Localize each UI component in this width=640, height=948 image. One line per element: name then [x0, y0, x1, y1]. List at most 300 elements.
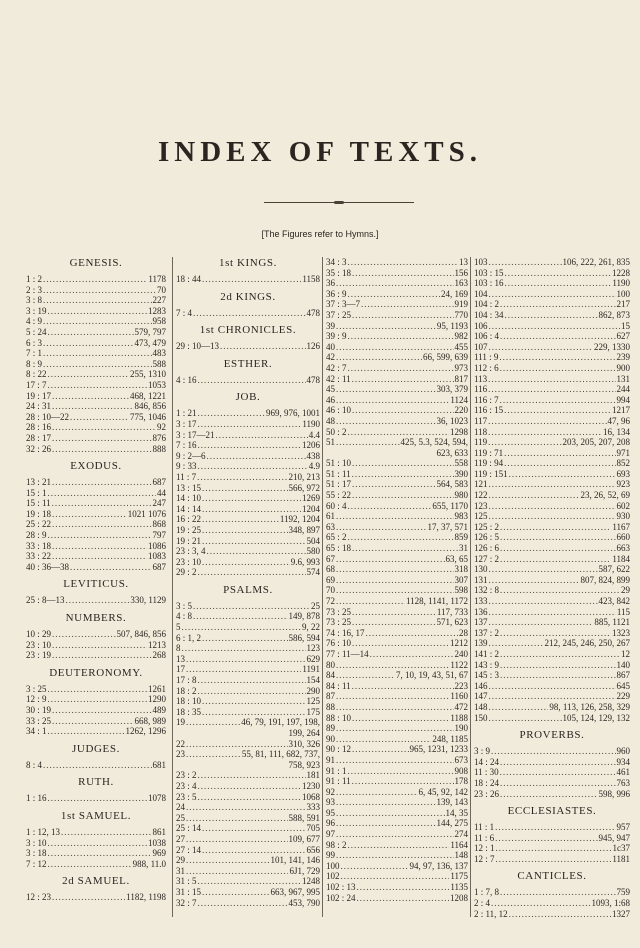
index-entry [26, 793, 166, 804]
hymn-numbers: 31 [459, 543, 468, 554]
text-reference: 3 : 18 [26, 848, 47, 859]
text-reference: 55 : 22 [326, 490, 352, 501]
dot-leader [198, 686, 306, 697]
hymn-numbers: 44 [157, 487, 166, 498]
hymn-numbers: 217 [616, 299, 630, 310]
index-entry [26, 684, 166, 695]
text-reference: 1 : 2 [26, 274, 43, 284]
index-entry [474, 522, 630, 533]
hymn-numbers: 645 [616, 680, 630, 691]
hymn-numbers: 919 [454, 299, 468, 310]
index-entry [326, 352, 468, 363]
index-entry [326, 744, 468, 755]
dot-leader [336, 384, 436, 395]
hymn-numbers: 930 [616, 511, 630, 522]
dot-leader [198, 419, 302, 430]
hymn-numbers: 988, 11.0 [132, 858, 166, 869]
dot-leader [505, 310, 598, 321]
index-entry [176, 643, 320, 654]
text-reference: 133 [474, 596, 488, 606]
text-reference: 33 : 22 [26, 551, 52, 562]
hymn-numbers: 1327 [612, 908, 630, 919]
hymn-numbers: 507, 846, 856 [116, 629, 166, 640]
hymn-numbers: 1262, 1296 [125, 726, 166, 737]
hymn-numbers: 348, 897 [288, 524, 320, 535]
index-entry [176, 633, 320, 644]
hymn-numbers: 923 [616, 479, 630, 490]
dot-leader [52, 541, 147, 552]
dot-leader [198, 440, 301, 451]
text-reference: 18 : 2 [176, 685, 197, 696]
index-entry [176, 770, 320, 781]
index-entry [474, 691, 630, 702]
dot-leader [52, 716, 133, 727]
text-reference: 34 : 3 [326, 257, 347, 267]
dot-leader [202, 514, 279, 525]
dot-leader [352, 713, 449, 724]
hymn-numbers: 1128, 1141, 1172 [406, 596, 468, 606]
index-entry [26, 498, 166, 509]
dot-leader [489, 713, 562, 724]
text-reference: 3 : 17—21 [176, 429, 215, 440]
hymn-numbers: 105, 124, 129, 132 [562, 712, 630, 723]
index-entry [26, 859, 166, 870]
text-reference: 33 : 18 [26, 540, 52, 551]
dot-leader [488, 427, 602, 438]
index-entry [26, 562, 166, 573]
text-reference: 3 : 17 [176, 418, 197, 429]
hymn-numbers: 660 [616, 532, 630, 543]
dot-leader [202, 823, 305, 834]
text-reference: 18 : 10 [176, 696, 202, 707]
index-entry [474, 289, 630, 300]
hymn-numbers: 461 [616, 767, 630, 778]
text-reference: 3 : 10 [26, 837, 47, 848]
text-reference: 1 : 16 [26, 793, 47, 804]
text-reference: 11 : 6 [474, 832, 495, 843]
text-reference: 2 : 3 [26, 284, 43, 295]
text-reference: 5 : 24 [26, 326, 47, 337]
text-reference: 95 [326, 807, 335, 818]
hymn-numbers: 982 [454, 331, 468, 342]
dot-leader [202, 483, 287, 494]
dot-leader [186, 813, 288, 824]
dot-leader [52, 629, 115, 640]
text-reference: 123 [474, 500, 488, 511]
book-heading: NUMBERS. [65, 612, 127, 625]
index-entry [474, 607, 630, 618]
hymn-numbers: 140 [616, 659, 630, 670]
hymn-numbers: 13 [459, 257, 468, 267]
text-reference: 91 : 1 [326, 765, 347, 776]
dot-leader [216, 430, 308, 441]
dot-leader [504, 448, 615, 459]
text-reference: 8 [176, 643, 181, 654]
text-reference: 7 : 12 [26, 858, 47, 869]
index-entry [474, 822, 630, 833]
text-reference: 70 [326, 585, 335, 596]
dot-leader [500, 628, 611, 639]
index-entry [474, 342, 630, 353]
dot-leader [352, 744, 408, 755]
text-reference: 4 : 8 [176, 611, 193, 622]
dot-leader [500, 299, 615, 310]
index-entry [474, 374, 630, 385]
book-heading: 1st SAMUEL. [60, 809, 132, 822]
text-reference: 10 : 29 [26, 629, 52, 640]
index-entry [26, 391, 166, 402]
text-reference: 104 : 34 [474, 309, 504, 320]
text-reference: 77 : 11—14 [326, 648, 369, 659]
dot-leader [336, 437, 400, 448]
hymn-numbers: 4.9 [308, 461, 320, 472]
text-reference: 25 : 22 [26, 519, 52, 530]
hymn-numbers: 1228 [612, 267, 630, 278]
index-entry [26, 327, 166, 338]
text-reference: 37 : 3—7 [326, 299, 361, 310]
index-entry [474, 585, 630, 596]
index-entry [474, 352, 630, 363]
dot-leader [202, 845, 305, 856]
dot-leader [43, 359, 151, 370]
dot-leader [52, 433, 151, 444]
dot-leader [52, 498, 152, 509]
dot-leader [336, 818, 436, 829]
book-heading: PSALMS. [223, 583, 273, 596]
dot-leader [352, 374, 454, 385]
dot-leader [489, 681, 616, 692]
text-reference: 22 [176, 738, 185, 749]
text-reference: 3 : 9 [474, 746, 491, 757]
text-reference: 84 [326, 670, 335, 681]
hymn-numbers: 123 [306, 643, 320, 654]
text-reference: 6 : 3 [26, 337, 43, 348]
dot-leader [500, 532, 615, 543]
hymn-numbers: 663 [616, 543, 630, 554]
text-reference: 69 [326, 574, 335, 585]
text-reference: 80 [326, 659, 335, 670]
hymn-numbers: 852 [616, 458, 630, 469]
index-entry [326, 681, 468, 692]
text-reference: 23 : 5 [176, 791, 197, 802]
index-entry [326, 596, 468, 607]
hymn-numbers: 55, 81, 111, 682, 737, [241, 749, 320, 760]
hymn-numbers: 1175 [450, 871, 468, 882]
index-entry [326, 363, 468, 374]
hymn-numbers: 602 [616, 500, 630, 511]
hymn-numbers: 1181 [612, 853, 630, 864]
index-entry [326, 723, 468, 734]
index-entry [474, 909, 630, 920]
index-entry [326, 458, 468, 469]
hymn-numbers: 1298 [450, 426, 468, 437]
text-reference: 73 : 25 [326, 606, 352, 617]
text-reference: 63 [326, 521, 335, 532]
hymn-numbers: 330, 1129 [130, 595, 166, 606]
dot-leader [352, 268, 453, 279]
hymn-numbers: 24, 169 [441, 288, 468, 299]
index-entry [326, 861, 468, 872]
dot-leader [48, 726, 125, 737]
index-entry [474, 310, 630, 321]
dot-leader [52, 444, 151, 455]
hymn-numbers: 6J1, 729 [289, 865, 320, 876]
hymn-numbers: 453, 790 [288, 897, 320, 908]
index-entry [326, 607, 468, 618]
hymn-numbers: 1124 [450, 394, 468, 405]
text-reference: 25 : 8—13 [26, 595, 65, 606]
dot-leader [488, 374, 615, 385]
index-entry [474, 268, 630, 279]
index-entry [176, 675, 320, 686]
text-reference: 122 [474, 490, 488, 501]
hymn-numbers: 468, 1221 [130, 390, 166, 401]
hymn-numbers: 770 [454, 309, 468, 320]
dot-leader [500, 649, 620, 660]
index-entry [26, 694, 166, 705]
hymn-numbers: 969, 976, 1001 [266, 408, 320, 419]
dot-leader [193, 308, 305, 319]
text-reference: 13 : 15 [176, 482, 202, 493]
dot-leader [48, 793, 147, 804]
text-reference: 23 : 2 [176, 770, 197, 781]
dot-leader [52, 640, 147, 651]
index-entry [176, 557, 320, 568]
dot-leader [352, 469, 454, 480]
hymn-numbers: 1208 [450, 892, 468, 903]
hymn-numbers: 63, 65 [445, 553, 468, 564]
index-entry [474, 887, 630, 898]
text-reference: 4 : 9 [26, 316, 43, 327]
text-reference: 36 [326, 278, 335, 289]
text-reference: 150 [474, 712, 488, 723]
dot-leader [70, 562, 151, 573]
hymn-numbers: 66, 599, 639 [423, 352, 468, 363]
dot-leader [500, 331, 615, 342]
index-entry [176, 567, 320, 578]
index-entry [326, 384, 468, 395]
hymn-numbers: 36, 1023 [436, 415, 468, 426]
text-reference: 14 : 14 [176, 503, 202, 514]
text-reference: 112 : 6 [474, 362, 499, 373]
hymn-numbers: 333 [306, 802, 320, 813]
dot-leader [336, 702, 454, 713]
text-reference: 51 [326, 437, 335, 448]
text-reference: 42 : 7 [326, 362, 347, 373]
dot-leader [348, 766, 454, 777]
hymn-numbers: 175 [306, 706, 320, 717]
hymn-numbers: 125 [306, 696, 320, 707]
dot-leader [336, 670, 395, 681]
dot-leader [500, 887, 615, 898]
dot-leader [336, 850, 454, 861]
dot-leader [202, 633, 287, 644]
index-entry [326, 850, 468, 861]
dot-leader [220, 341, 305, 352]
dot-leader [489, 575, 580, 586]
dot-leader [52, 401, 133, 412]
index-entry [176, 375, 320, 386]
index-entry [26, 444, 166, 455]
dot-leader [361, 299, 453, 310]
index-entry [474, 649, 630, 660]
book-heading: LEVITICUS. [63, 578, 129, 591]
index-entry [474, 363, 630, 374]
hymn-numbers: 807, 824, 899 [580, 574, 630, 585]
dot-leader [336, 585, 454, 596]
dot-leader [336, 660, 449, 671]
hymn-numbers: 1188 [450, 712, 468, 723]
index-entry [26, 827, 166, 838]
dot-leader [336, 829, 454, 840]
dot-leader [202, 696, 305, 707]
dot-leader [488, 416, 606, 427]
dot-leader [182, 643, 306, 654]
hymn-numbers: 126 [306, 341, 320, 352]
index-entry [26, 274, 166, 285]
hymn-numbers: 190 [454, 723, 468, 734]
index-entry [26, 705, 166, 716]
hymn-numbers: 687 [152, 561, 166, 572]
hymn-numbers: 16, 134 [603, 426, 630, 437]
hymn-numbers: 859 [454, 532, 468, 543]
text-reference: 116 : 7 [474, 394, 499, 405]
index-entry [326, 787, 468, 798]
dot-leader [504, 405, 611, 416]
hymn-numbers: 478 [306, 374, 320, 385]
text-reference: 60 : 4 [326, 500, 347, 511]
text-reference: 51 : 10 [326, 458, 352, 469]
index-entry [176, 514, 320, 525]
hymn-numbers: 1086 [148, 540, 166, 551]
dot-leader [348, 501, 432, 512]
dot-leader [352, 607, 436, 618]
hymn-numbers: 1191 [302, 664, 320, 675]
hymn-numbers: 861 [152, 826, 166, 837]
text-reference: 19 : 21 [176, 535, 202, 546]
text-reference: 104 [474, 288, 488, 299]
text-reference: 102 : 13 [326, 882, 356, 893]
index-entry [176, 664, 320, 675]
index-entry [326, 331, 468, 342]
dot-leader [193, 611, 287, 622]
index-entry [176, 845, 320, 856]
text-reference: 34 : 1 [26, 726, 47, 737]
text-reference: 12 : 1 [474, 843, 495, 854]
index-entry [326, 427, 468, 438]
hymn-numbers: 1093, 1:68 [591, 898, 630, 909]
text-reference: 31 : 5 [176, 876, 197, 887]
hymn-numbers: 1068 [302, 791, 320, 802]
hymn-numbers: 958 [152, 316, 166, 327]
text-reference: 28 : 9 [26, 530, 47, 541]
index-entry [474, 437, 630, 448]
dot-leader [500, 522, 611, 533]
text-reference: 1 : 7, 8 [474, 887, 500, 898]
text-reference: 2 : 4 [474, 898, 491, 909]
text-reference: 25 [176, 812, 185, 823]
hymn-numbers: 156 [454, 267, 468, 278]
dot-leader [202, 557, 290, 568]
hymn-numbers: 290 [306, 685, 320, 696]
hymn-numbers: 687 [152, 477, 166, 488]
hymn-numbers: 876 [152, 432, 166, 443]
text-reference: 23 : 19 [26, 650, 52, 661]
index-entry [474, 405, 630, 416]
hymn-numbers: 900 [616, 362, 630, 373]
text-reference: 28 : 16 [26, 422, 52, 433]
text-reference: 4 : 16 [176, 374, 197, 385]
index-entry [326, 342, 468, 353]
hymn-numbers: 763 [616, 777, 630, 788]
index-entry [326, 257, 468, 268]
text-reference: 24 [176, 802, 185, 813]
text-reference: 145 : 3 [474, 670, 500, 681]
text-reference: 119 : 151 [474, 468, 508, 479]
text-reference: 113 [474, 373, 488, 384]
index-entry [176, 855, 320, 866]
hymn-numbers: 945, 947 [598, 832, 630, 843]
hymn-numbers: 178 [454, 776, 468, 787]
hymn-numbers: 627 [616, 331, 630, 342]
hymn-numbers: 95, 1193 [436, 320, 468, 331]
text-reference: 103 : 15 [474, 267, 504, 278]
text-reference: 90 [326, 733, 335, 744]
hymn-numbers: 106, 222, 261, 835 [562, 257, 630, 267]
index-entry [26, 519, 166, 530]
dot-leader [186, 855, 270, 866]
book-heading: 2d KINGS. [220, 290, 276, 303]
index-entry [326, 585, 468, 596]
hymn-numbers: 571, 623 [436, 617, 468, 628]
text-reference: 103 : 16 [474, 278, 504, 289]
text-reference: 23 : 10 [176, 556, 202, 567]
dot-leader [505, 278, 612, 289]
hymn-numbers: 693 [616, 468, 630, 479]
dot-leader [495, 822, 615, 833]
book-heading: ESTHER. [223, 357, 273, 370]
index-entry [176, 525, 320, 536]
dot-leader [352, 458, 453, 469]
hymn-numbers: 248, 1185 [432, 733, 468, 744]
dot-leader [496, 843, 612, 854]
text-reference: 127 : 2 [474, 553, 500, 564]
dot-leader [186, 654, 306, 665]
hymn-numbers: 1158 [302, 274, 320, 284]
text-reference: 7 : 1 [26, 348, 43, 359]
text-reference: 74 : 16, 17 [326, 627, 365, 638]
dot-leader [198, 792, 301, 803]
dot-leader [336, 511, 454, 522]
dot-leader [500, 554, 611, 565]
index-entry [474, 511, 630, 522]
text-reference: 29 : 10—13 [176, 341, 220, 352]
text-reference: 42 [326, 352, 335, 363]
dot-leader [48, 694, 147, 705]
dot-leader [509, 469, 616, 480]
dot-leader [52, 705, 151, 716]
book-heading: ECCLESIASTES. [507, 805, 597, 818]
index-entry [474, 490, 630, 501]
hymn-numbers: 1083 [148, 551, 166, 562]
index-entry [26, 412, 166, 423]
index-entry [474, 757, 630, 768]
dot-leader [489, 490, 580, 501]
text-reference: 14 : 10 [176, 493, 202, 504]
dot-leader [48, 488, 156, 499]
text-reference: 7 : 16 [176, 440, 197, 451]
dot-leader [336, 797, 436, 808]
